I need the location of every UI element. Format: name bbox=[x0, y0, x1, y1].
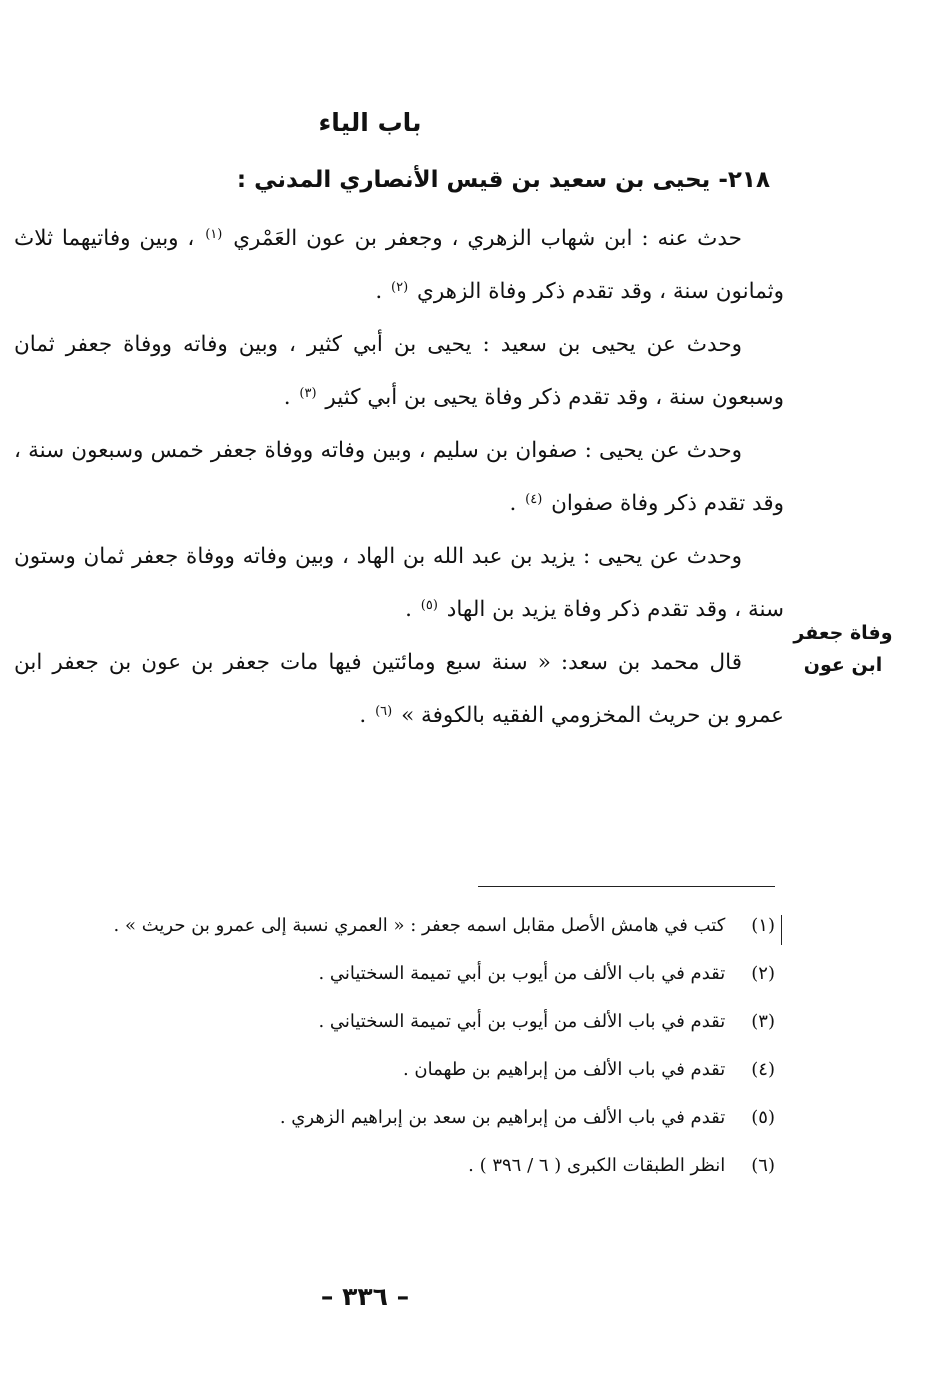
footnote-divider bbox=[478, 886, 775, 887]
footnote-number: (٤) bbox=[751, 1059, 775, 1080]
footnote bbox=[20, 906, 775, 954]
footnote bbox=[20, 1050, 775, 1098]
paragraph-text: ، وبين وفاتيهما ثلاث وثمانون سنة ، وقد تقدم ذكر وفاة الزهري bbox=[14, 226, 784, 304]
footnote-ref: (٢) bbox=[391, 280, 409, 295]
margin-mark bbox=[781, 915, 782, 945]
footnote-text: تقدم في باب الألف من أيوب بن أبي تميمة السختياني . bbox=[318, 1011, 726, 1032]
entry-heading: ٢١٨- يحيى بن سعيد بن قيس الأنصاري المدني : bbox=[236, 167, 770, 193]
paragraph bbox=[14, 212, 784, 318]
paragraph-text: . bbox=[405, 597, 412, 622]
footnote-ref: (٤) bbox=[525, 492, 543, 507]
paragraph-text: وحدث عن يحيى : صفوان بن سليم ، وبين وفاته ووفاة جعفر خمس وسبعون سنة ، وقد تقدم ذكر وفاة صفوان bbox=[14, 438, 784, 516]
footnote-text: تقدم في باب الألف من إبراهيم بن سعد بن إبراهيم الزهري . bbox=[279, 1107, 726, 1128]
footnote-number: (٣) bbox=[751, 1011, 775, 1032]
footnote bbox=[20, 1098, 775, 1146]
paragraph-text: . bbox=[375, 279, 383, 304]
margin-note bbox=[793, 617, 893, 681]
margin-note-line: ابن عون bbox=[803, 654, 883, 676]
page-number: – ٣٣٦ – bbox=[320, 1282, 410, 1311]
paragraph-text: . bbox=[359, 703, 367, 728]
footnote-text: تقدم في باب الألف من أيوب بن أبي تميمة السختياني . bbox=[318, 963, 726, 984]
footnote-text: كتب في هامش الأصل مقابل اسمه جعفر : « العمري نسبة إلى عمرو بن حريث » . bbox=[113, 915, 726, 936]
paragraph-text: وحدث عن يحيى : يزيد بن عبد الله بن الهاد ، وبين وفاته ووفاة جعفر ثمان وستون سنة ، وقد تقدم ذكر وفاة يزيد بن الهاد bbox=[14, 544, 784, 622]
margin-note-line: وفاة جعفر bbox=[793, 622, 893, 644]
paragraph-text: وحدث عن يحيى بن سعيد : يحيى بن أبي كثير ، وبين وفاته ووفاة جعفر ثمان وسبعون سنة ، وقد تقدم ذكر وفاة يحيى بن أبي كثير bbox=[14, 332, 784, 410]
footnote bbox=[20, 1146, 775, 1194]
paragraph-text: . bbox=[509, 491, 517, 516]
footnote-ref: (٥) bbox=[420, 598, 438, 613]
footnote-number: (٥) bbox=[751, 1107, 775, 1128]
footnote-text: تقدم في باب الألف من إبراهيم بن طهمان . bbox=[402, 1059, 726, 1080]
paragraph-text: . bbox=[283, 385, 291, 410]
footnote-number: (٦) bbox=[751, 1155, 775, 1176]
footnote-ref: (١) bbox=[205, 227, 223, 242]
paragraph bbox=[14, 636, 784, 742]
paragraph bbox=[14, 318, 784, 424]
footnote-ref: (٦) bbox=[375, 704, 393, 719]
paragraph-text: حدث عنه : ابن شهاب الزهري ، وجعفر بن عون العَمْري bbox=[233, 226, 742, 251]
paragraph bbox=[14, 424, 784, 530]
footnote-number: (٢) bbox=[751, 963, 775, 984]
footnotes bbox=[20, 906, 775, 1194]
footnote bbox=[20, 1002, 775, 1050]
paragraph-text: قال محمد بن سعد: « سنة سبع ومائتين فيها مات جعفر بن عون بن جعفر ابن عمرو بن حريث المخزومي الفقيه بالكوفة » bbox=[14, 650, 784, 728]
paragraph bbox=[14, 530, 784, 636]
footnote-text: انظر الطبقات الكبرى ( ٦ / ٣٩٦ ) . bbox=[468, 1155, 726, 1176]
footnote-number: (١) bbox=[751, 915, 775, 936]
footnote-ref: (٣) bbox=[299, 386, 317, 401]
body-text bbox=[14, 212, 784, 742]
chapter-title: باب الياء bbox=[318, 108, 422, 137]
footnote bbox=[20, 954, 775, 1002]
